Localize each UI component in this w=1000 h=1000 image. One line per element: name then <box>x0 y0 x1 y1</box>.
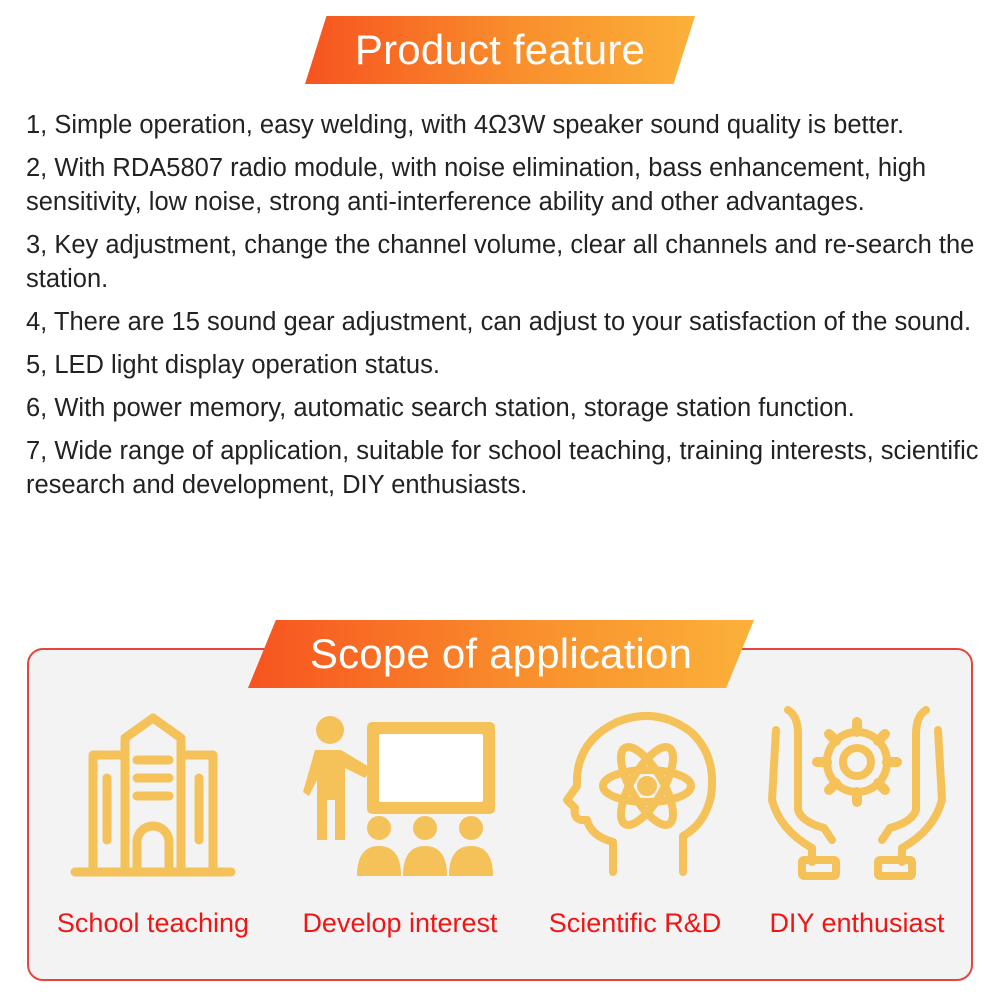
scope-item-scientific-rd <box>520 700 750 938</box>
scope-item-label: Develop interest <box>302 908 498 938</box>
scope-banner <box>248 620 754 688</box>
scope-item-label: DIY enthusiast <box>769 908 945 938</box>
feature-list <box>26 108 986 511</box>
feature-item: 3, Key adjustment, change the channel volume, clear all channels and re-search the station. <box>26 231 975 293</box>
scope-item-develop-interest <box>285 700 515 938</box>
feature-item: 6, With power memory, automatic search station, storage station function. <box>26 394 855 422</box>
product-feature-title: Product feature <box>354 26 646 73</box>
brain-atom-icon <box>545 700 725 880</box>
scope-item-label: School teaching <box>56 908 250 938</box>
hands-gear-icon <box>762 700 952 880</box>
scope-item-diy-enthusiast <box>742 700 972 938</box>
product-feature-banner <box>305 16 695 84</box>
scope-item-school-teaching <box>38 700 268 938</box>
feature-item: 4, There are 15 sound gear adjustment, can adjust to your satisfaction of the sound. <box>26 308 972 336</box>
feature-item: 1, Simple operation, easy welding, with 4Ω3W speaker sound quality is better. <box>26 111 905 139</box>
school-building-icon <box>63 700 243 880</box>
scope-item-label: Scientific R&D <box>548 908 722 938</box>
scope-title: Scope of application <box>309 630 693 677</box>
feature-item: 7, Wide range of application, suitable for school teaching, training interests, scientific research and development, DIY enthusiasts. <box>26 437 979 499</box>
feature-item: 5, LED light display operation status. <box>26 351 440 379</box>
feature-item: 2, With RDA5807 radio module, with noise elimination, bass enhancement, high sensitivity, low noise, strong anti-interference ability and other advantages. <box>26 154 927 216</box>
teacher-classroom-icon <box>295 700 505 880</box>
